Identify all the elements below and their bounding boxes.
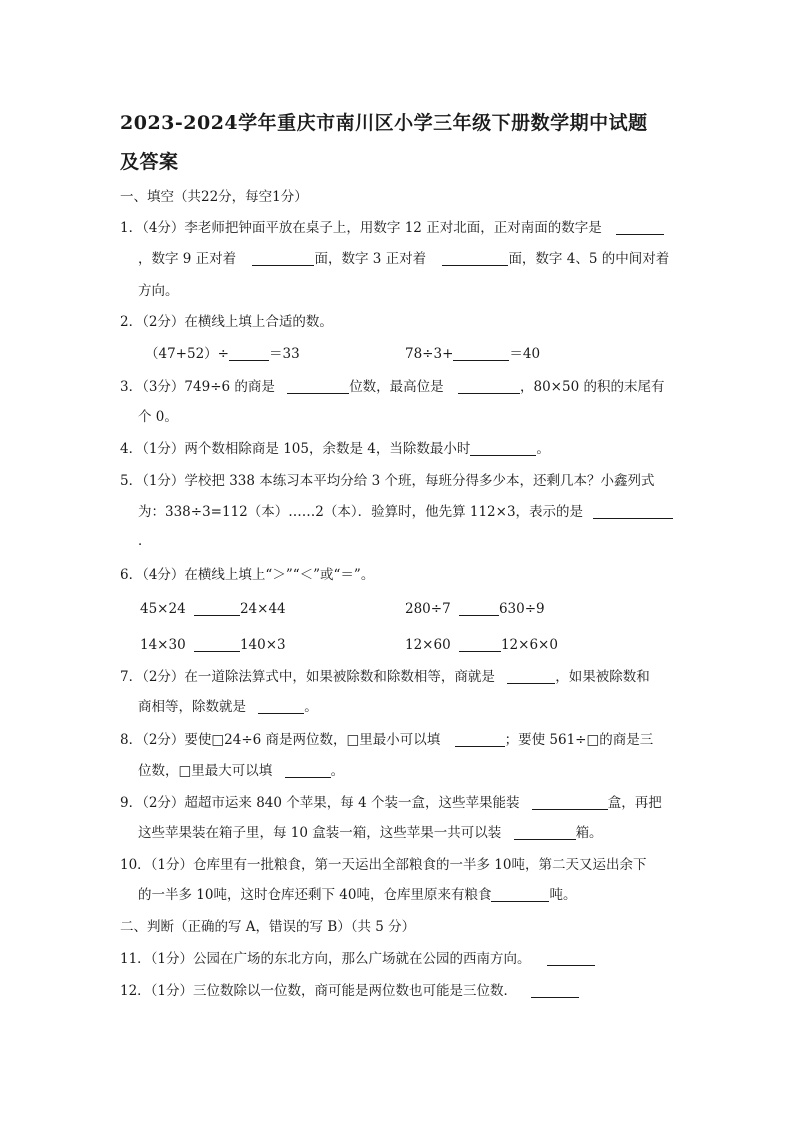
question-text: 面，数字 3 正对着 — [314, 251, 427, 267]
answer-blank[interactable] — [258, 699, 304, 714]
answer-blank[interactable] — [531, 983, 579, 998]
question-2-item-right — [405, 345, 540, 363]
answer-blank[interactable] — [593, 504, 673, 519]
answer-blank[interactable] — [458, 379, 520, 394]
question-text: 的一半多 10吨，这时仓库还剩下 40吨，仓库里原来有粮食 — [138, 887, 492, 903]
question-text: 8．（2分）要使□24÷6 商是两位数，□里最小可以填 — [120, 732, 441, 748]
question-text: 位数，最高位是 — [349, 379, 444, 395]
expression-text: ＝40 — [509, 346, 541, 362]
answer-blank[interactable] — [194, 637, 240, 652]
question-text: 商相等，除数就是 — [138, 699, 246, 715]
page-title-continued: 及答案 — [120, 151, 179, 173]
question-text: 个 0。 — [138, 409, 178, 425]
question-4 — [120, 440, 550, 458]
question-10 — [120, 856, 647, 874]
answer-blank[interactable] — [514, 825, 576, 840]
question-text: ，如果被除数和 — [555, 669, 650, 685]
expression-text: 12×60 — [405, 637, 451, 653]
answer-blank[interactable] — [285, 763, 331, 778]
answer-blank[interactable] — [470, 441, 536, 456]
question-3 — [120, 378, 664, 396]
question-1-line-3 — [138, 282, 179, 300]
question-text: 这些苹果装在箱子里，每 10 盒装一箱，这些苹果一共可以装 — [138, 825, 502, 841]
expression-text: 24×44 — [239, 601, 286, 617]
answer-blank[interactable] — [252, 251, 314, 266]
answer-blank[interactable] — [532, 795, 608, 810]
question-text: ；要使 561÷□的商是三 — [504, 732, 654, 748]
section-heading-fill-blank: 一、填空（共22分，每空1分） — [120, 189, 308, 205]
question-text: 面，数字 4、5 的中间对着 — [508, 251, 670, 267]
question-6-item-3 — [140, 636, 286, 654]
question-text: ． — [138, 533, 152, 549]
question-text: 2．（2分）在横线上填上合适的数。 — [120, 314, 333, 330]
question-5 — [120, 472, 654, 490]
question-12 — [120, 982, 579, 1000]
question-6-item-1 — [140, 600, 286, 618]
question-text: 为：338÷3=112（本）……2（本）．验算时，他先算 112×3，表示的是 — [138, 504, 584, 520]
expression-text: 14×30 — [140, 637, 186, 653]
expression-text: 45×24 — [140, 601, 186, 617]
question-text: ，数字 9 正对着 — [138, 251, 237, 267]
question-text: 7．（2分）在一道除法算式中，如果被除数和除数相等，商就是 — [120, 669, 495, 685]
question-text: ，80×50 的积的末尾有 — [519, 379, 665, 395]
question-text: 。 — [330, 763, 345, 779]
question-6-item-2 — [405, 600, 545, 618]
question-1 — [120, 219, 664, 237]
expression-text: ＝33 — [268, 346, 300, 362]
question-text: 4．（1分）两个数相除商是 105，余数是 4，当除数最小时 — [120, 441, 471, 457]
question-7-line-2 — [138, 698, 318, 716]
answer-blank[interactable] — [547, 951, 595, 966]
question-text: 箱。 — [575, 825, 603, 841]
question-text: 。 — [536, 441, 550, 457]
question-text: 12．（1分）三位数除以一位数，商可能是两位数也可能是三位数． — [120, 983, 518, 999]
answer-blank[interactable] — [455, 732, 505, 747]
question-text: 位数，□里最大可以填 — [138, 763, 273, 779]
answer-blank[interactable] — [459, 637, 501, 652]
expression-text: 12×6×0 — [500, 637, 558, 653]
answer-blank[interactable] — [507, 669, 555, 684]
question-2-item-left — [145, 345, 300, 363]
question-text: 11．（1分）公园在广场的东北方向，那么广场就在公园的西南方向。 — [120, 951, 531, 967]
question-10-line-2 — [138, 886, 576, 904]
expression-text: 78÷3+ — [405, 346, 454, 362]
page-title: 2023-2024学年重庆市南川区小学三年级下册数学期中试题 — [120, 112, 648, 134]
question-text: 9．（2分）超超市运来 840 个苹果，每 4 个装一盒，这些苹果能装 — [120, 795, 520, 811]
expression-text: 280÷7 — [405, 601, 451, 617]
question-5-line-2 — [138, 503, 673, 521]
answer-blank[interactable] — [453, 346, 509, 361]
question-8 — [120, 731, 653, 749]
section-heading-true-false: 二、判断（正确的写 A，错误的写 B）（共 5 分） — [120, 919, 416, 935]
question-text: 1．（4分）李老师把钟面平放在桌子上，用数字 12 正对北面，正对南面的数字是 — [120, 220, 602, 236]
question-text: 吨。 — [549, 887, 577, 903]
question-text: 。 — [304, 699, 318, 715]
expression-text: 140×3 — [239, 637, 286, 653]
question-5-line-3 — [138, 532, 152, 550]
answer-blank[interactable] — [616, 220, 664, 235]
expression-text: 630÷9 — [498, 601, 545, 617]
question-text: 3．（3分）749÷6 的商是 — [120, 379, 275, 395]
answer-blank[interactable] — [491, 887, 549, 902]
answer-blank[interactable] — [459, 601, 499, 616]
expression-text: （47+52）÷ — [145, 346, 229, 362]
answer-blank[interactable] — [194, 601, 240, 616]
question-text: 5．（1分）学校把 338 本练习本平均分给 3 个班，每班分得多少本，还剩几本？小鑫列式 — [120, 473, 655, 489]
question-2 — [120, 313, 333, 331]
answer-blank[interactable] — [229, 346, 269, 361]
answer-blank[interactable] — [287, 379, 349, 394]
question-text: 盒，再把 — [607, 795, 662, 811]
question-8-line-2 — [138, 762, 344, 780]
question-6 — [120, 566, 374, 584]
question-1-line-2 — [138, 250, 669, 268]
question-text: 10．（1分）仓库里有一批粮食，第一天运出全部粮食的一半多 10吨，第二天又运出余下 — [120, 857, 647, 873]
question-7 — [120, 668, 650, 686]
answer-blank[interactable] — [442, 251, 508, 266]
question-6-item-4 — [405, 636, 558, 654]
question-text: 6．（4分）在横线上填上“＞”“＜”或“＝”。 — [120, 567, 375, 583]
question-9 — [120, 794, 662, 812]
question-text: 方向。 — [138, 283, 179, 299]
question-3-line-2 — [138, 408, 178, 426]
question-11 — [120, 950, 595, 968]
question-9-line-2 — [138, 824, 603, 842]
